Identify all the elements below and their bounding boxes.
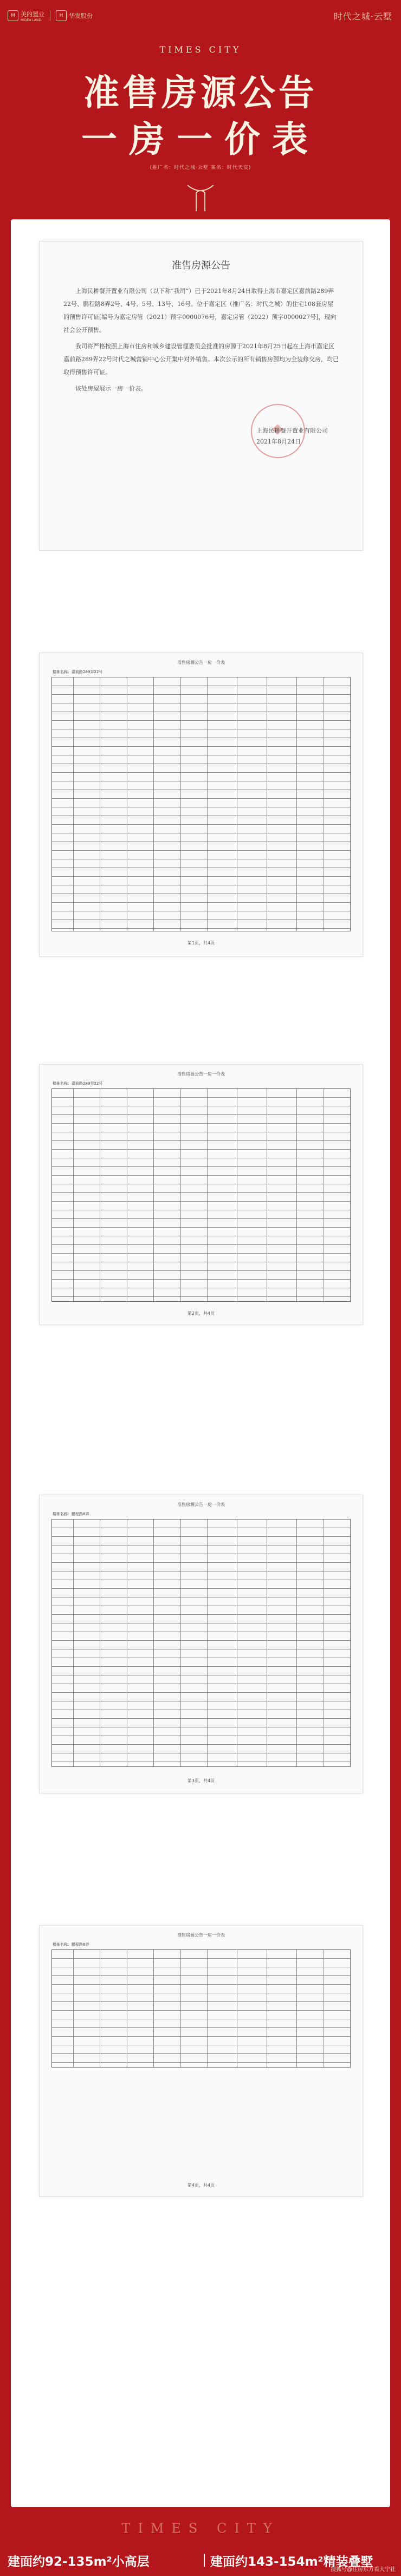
- table-title: 准售房源公告一房一价表: [177, 1072, 225, 1077]
- signature-company: 上海民耕餐开置业有限公司: [256, 427, 328, 434]
- page-subtitle: 一房一价表: [81, 118, 320, 160]
- table-subtitle: 楼栋名称：嘉前路289弄22号: [53, 1081, 103, 1086]
- price-table: [51, 1949, 351, 2068]
- footer-villa-text: 建面约143-154m²精装叠墅: [210, 2554, 373, 2569]
- signature-date: 2021年8月24日: [256, 438, 301, 445]
- table-title: 准售房源公告一房一价表: [177, 660, 225, 665]
- page-number: 第3页，共4页: [187, 1778, 215, 1783]
- content-card: [11, 219, 390, 2507]
- notice-document: [39, 241, 363, 551]
- notice-title: 准售房源公告: [172, 260, 230, 271]
- price-table-page: [39, 653, 363, 957]
- price-table: [51, 1519, 351, 1767]
- notice-paragraph: 上海民耕餐开置业有限公司（以下称“我司”）已于2021年8月24日取得上海市嘉定区嘉前路289弄22号、鹏程路8弄2号、4号、5号、13号、16号。位于嘉定区（推广名：时代之城）的住宅108套房屋的预售许可证[编号为嘉定房管（2021）预字0000076号，嘉定房管（2022）预字0000027号]，现向社会公开预售。: [63, 288, 337, 334]
- footer-divider: [204, 2554, 205, 2567]
- project-brand: 时代之城·云墅: [333, 11, 392, 22]
- midea-logo-text: 美的置业: [21, 10, 44, 18]
- page-number: 第1页，共4页: [187, 941, 215, 945]
- price-table: [51, 677, 351, 931]
- times-city-label: TIMES CITY: [159, 44, 242, 55]
- price-table-page: [39, 1064, 363, 1325]
- price-table-page: [39, 1925, 363, 2197]
- huafa-logo: [56, 10, 93, 21]
- times-city-footer-label: TIMES CITY: [121, 2521, 280, 2536]
- price-table: [51, 1088, 351, 1302]
- arch-decor-icon: [184, 180, 217, 212]
- page-number: 第2页，共4页: [187, 1311, 215, 1316]
- midea-logo: [8, 10, 44, 22]
- developer-logos: [8, 8, 93, 24]
- midea-logo-icon: M: [8, 10, 18, 21]
- watermark: 搜狐号@住房东方看大宁社: [331, 2567, 396, 2573]
- notice-paragraph: 我司将严格按照上海市住房和城乡建设管理委员会批准的房源于2021年8月25日起在上海市嘉定区嘉前路289弄22号时代之城营销中心公开集中对外销售。本次公示的所有销售房源均为全装修交房，均已取得预售许可证。: [63, 343, 339, 376]
- notice-signature: [256, 426, 328, 447]
- table-subtitle: 楼栋名称：鹏程路8弄: [53, 1512, 89, 1516]
- footer-highrise-text: 建面约92-135m²小高层: [8, 2554, 150, 2569]
- table-subtitle: 楼栋名称：嘉前路289弄22号: [53, 670, 103, 674]
- huafa-logo-icon: H: [56, 10, 67, 21]
- table-title: 准售房源公告一房一价表: [177, 1502, 225, 1507]
- page-number: 第4页，共4页: [187, 2183, 215, 2188]
- notice-body: [63, 285, 339, 399]
- project-note: (推广名：时代之城·云墅 案名：时代天宸): [150, 165, 251, 171]
- table-subtitle: 楼栋名称：鹏程路8弄: [53, 1942, 89, 1947]
- huafa-logo-text: 华发股份: [69, 12, 93, 19]
- table-title: 准售房源公告一房一价表: [177, 1933, 225, 1938]
- notice-paragraph: 该处房屋展示一房一价表。: [75, 385, 147, 392]
- page-title: 准售房源公告: [83, 71, 318, 114]
- midea-logo-subtext: MIDEA LAND: [21, 18, 42, 22]
- price-table-page: [39, 1495, 363, 1794]
